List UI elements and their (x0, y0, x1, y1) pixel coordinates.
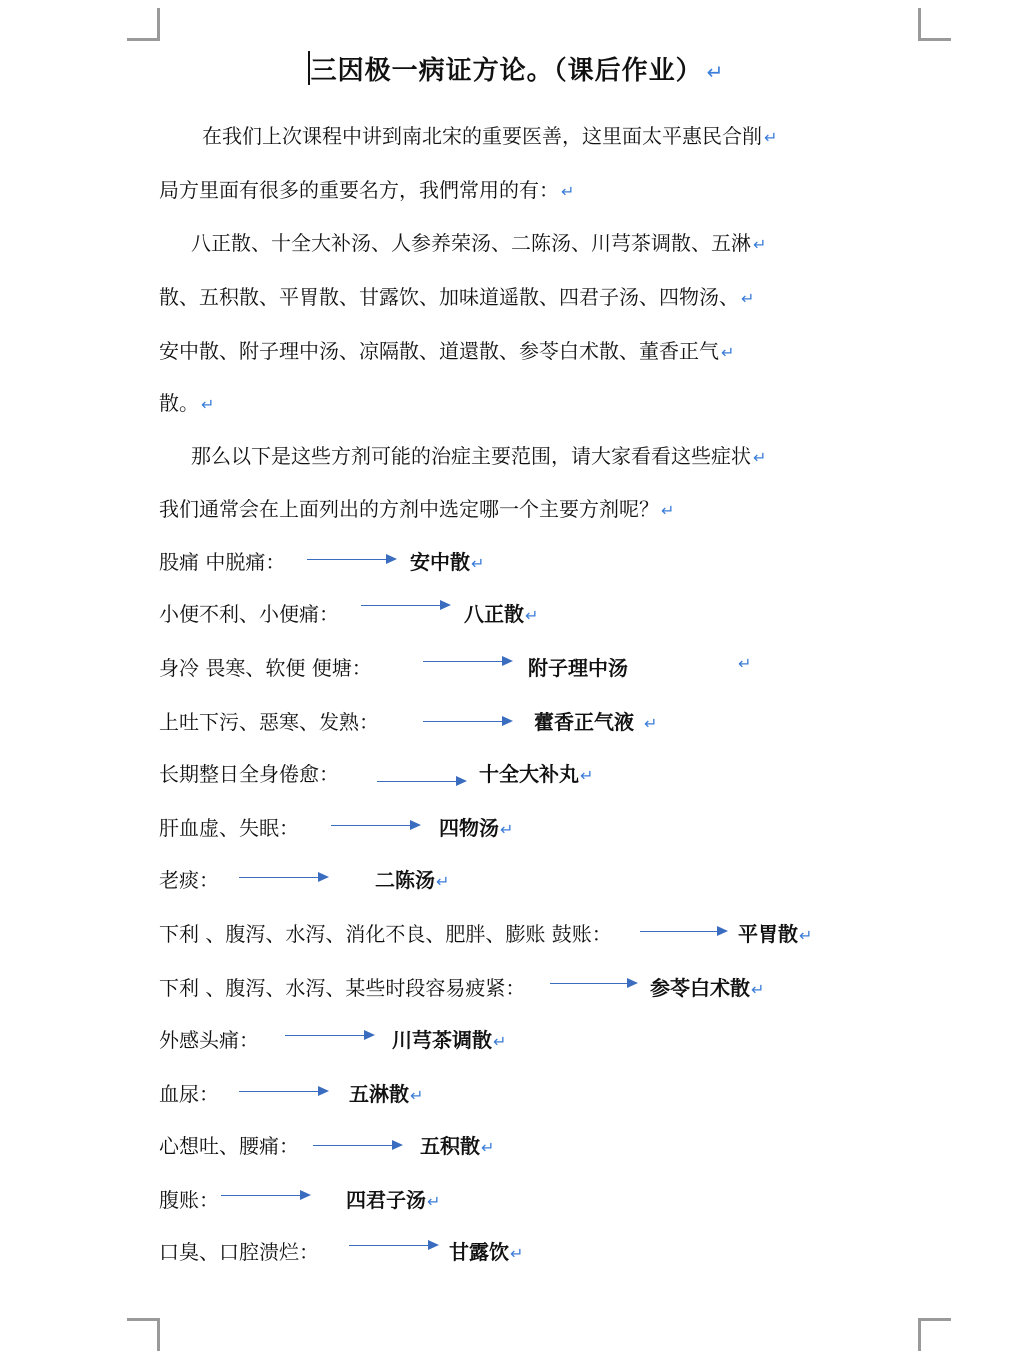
intro-line[interactable]: 散。 ↵ (159, 391, 215, 415)
paragraph-mark-icon: ↵ (753, 448, 767, 467)
arrow-icon (313, 1145, 401, 1146)
intro-line[interactable]: 散、五积散、平胃散、甘露饮、加味道遥散、四君子汤、四物汤、 ↵ (159, 285, 755, 309)
paragraph-mark-icon: ↵ (751, 980, 765, 999)
remedy-text[interactable]: 二陈汤↵ (375, 868, 450, 892)
paragraph-mark-icon: ↵ (661, 501, 675, 520)
paragraph-mark-icon: ↵ (525, 606, 539, 625)
text-cursor (308, 51, 310, 85)
symptom-text: 股痛 中脱痛： (159, 550, 286, 574)
arrow-icon (423, 661, 511, 662)
symptom-text: 心想吐、腰痛： (159, 1134, 299, 1158)
paragraph-mark-icon: ↵ (561, 182, 575, 201)
paragraph-mark-icon: ↵ (741, 289, 755, 308)
paragraph-mark-icon: ↵ (493, 1032, 507, 1051)
remedy-text[interactable]: 五积散↵ (420, 1134, 495, 1158)
paragraph-mark-icon: ↵ (580, 766, 594, 785)
remedy-text[interactable]: 四君子汤↵ (346, 1188, 441, 1212)
paragraph-mark-icon: ↵ (410, 1086, 424, 1105)
symptom-row[interactable] (159, 652, 372, 682)
symptom-text: 口臭、口腔溃烂： (159, 1240, 319, 1264)
paragraph-mark-icon: ↵ (753, 235, 767, 254)
paragraph-mark-icon: ↵ (510, 1244, 524, 1263)
symptom-row[interactable] (159, 1078, 219, 1108)
symptom-text: 小便不利、小便痛： (159, 602, 339, 626)
remedy-text[interactable]: 附子理中汤 (528, 656, 628, 680)
paragraph-mark-icon: ↵ (799, 926, 813, 945)
paragraph-mark-icon: ↵ (427, 1192, 441, 1211)
paragraph-mark-icon: ↵ (471, 554, 485, 573)
arrow-icon (377, 781, 465, 782)
crop-mark-bottom-left (127, 1318, 160, 1351)
symptom-text: 血尿： (159, 1082, 219, 1106)
crop-mark-top-right (918, 8, 951, 41)
remedy-text[interactable]: 十全大补丸↵ (479, 762, 594, 786)
intro-line[interactable]: 我们通常会在上面列出的方剂中选定哪一个主要方剂呢？ ↵ (159, 497, 675, 521)
remedy-text[interactable]: 川芎茶调散↵ (392, 1028, 507, 1052)
symptom-row[interactable] (159, 1024, 259, 1054)
remedy-text[interactable]: 甘露饮↵ (449, 1240, 524, 1264)
title-text: 三因极一病证方论。（课后作业） (310, 56, 703, 86)
remedy-text[interactable]: 平胃散↵ (738, 922, 813, 946)
arrow-icon (239, 877, 327, 878)
arrow-icon (423, 721, 511, 722)
symptom-text: 外感头痛： (159, 1028, 259, 1052)
remedy-text[interactable]: 参苓白术散↵ (650, 976, 765, 1000)
paragraph-mark-icon: ↵ (436, 872, 450, 891)
symptom-row[interactable] (159, 706, 379, 736)
intro-line[interactable]: 那么以下是这些方剂可能的治症主要范围，请大家看看这些症状 ↵ (191, 444, 767, 468)
symptom-row[interactable] (159, 972, 525, 1002)
intro-line[interactable]: 安中散、附子理中汤、凉隔散、道還散、参苓白术散、董香正气 ↵ (159, 339, 735, 363)
paragraph-mark-icon: ↵ (201, 395, 215, 414)
document-title[interactable] (0, 50, 1032, 87)
remedy-text[interactable]: 安中散↵ (410, 550, 485, 574)
symptom-text: 肝血虚、失眠： (159, 816, 299, 840)
arrow-icon (221, 1195, 309, 1196)
remedy-text[interactable]: 五淋散↵ (349, 1082, 424, 1106)
paragraph-mark-icon: ↵ (644, 714, 658, 733)
arrow-icon (349, 1245, 437, 1246)
symptom-text: 下利 、腹泻、水泻、消化不良、肥胖、膨账 鼓账： (159, 922, 612, 946)
remedy-text[interactable]: 八正散↵ (464, 602, 539, 626)
remedy-text[interactable]: 藿香正气液 ↵ (534, 710, 658, 734)
arrow-icon (640, 931, 726, 932)
arrow-icon (239, 1091, 327, 1092)
paragraph-mark-icon: ↵ (706, 60, 725, 84)
paragraph-mark-icon: ↵ (500, 820, 514, 839)
paragraph-mark-icon: ↵ (764, 128, 778, 147)
symptom-row[interactable] (159, 598, 339, 628)
symptom-row[interactable] (159, 1130, 299, 1160)
paragraph-mark-icon: ↵ (738, 654, 752, 673)
paragraph-mark-icon: ↵ (721, 343, 735, 362)
arrow-icon (285, 1035, 373, 1036)
crop-mark-bottom-right (918, 1318, 951, 1351)
symptom-row[interactable] (159, 864, 219, 894)
symptom-text: 老痰： (159, 868, 219, 892)
symptom-text: 身冷 畏寒、软便 便塘： (159, 656, 372, 680)
symptom-row[interactable] (159, 546, 285, 576)
intro-line[interactable]: 在我们上次课程中讲到南北宋的重要医善，这里面太平惠民合削 ↵ (202, 124, 778, 148)
arrow-icon (307, 559, 395, 560)
symptom-row[interactable] (159, 918, 612, 948)
symptom-text: 下利 、腹泻、水泻、某些时段容易疲紧： (159, 976, 526, 1000)
paragraph-mark-icon: ↵ (481, 1138, 495, 1157)
symptom-row[interactable] (159, 1184, 219, 1214)
symptom-row[interactable] (159, 758, 339, 788)
intro-line[interactable]: 八正散、十全大补汤、人参养荣汤、二陈汤、川芎茶调散、五淋 ↵ (191, 231, 767, 255)
symptom-text: 长期整日全身倦愈： (159, 762, 339, 786)
arrow-icon (361, 605, 449, 606)
intro-line[interactable]: 局方里面有很多的重要名方，我們常用的有： ↵ (159, 178, 575, 202)
arrow-icon (550, 983, 636, 984)
arrow-icon (331, 825, 419, 826)
symptom-text: 腹账： (159, 1188, 219, 1212)
remedy-text[interactable]: 四物汤↵ (439, 816, 514, 840)
symptom-row[interactable] (159, 812, 299, 842)
symptom-row[interactable] (159, 1236, 319, 1266)
symptom-text: 上吐下污、惡寒、发熟： (159, 710, 379, 734)
crop-mark-top-left (127, 8, 160, 41)
